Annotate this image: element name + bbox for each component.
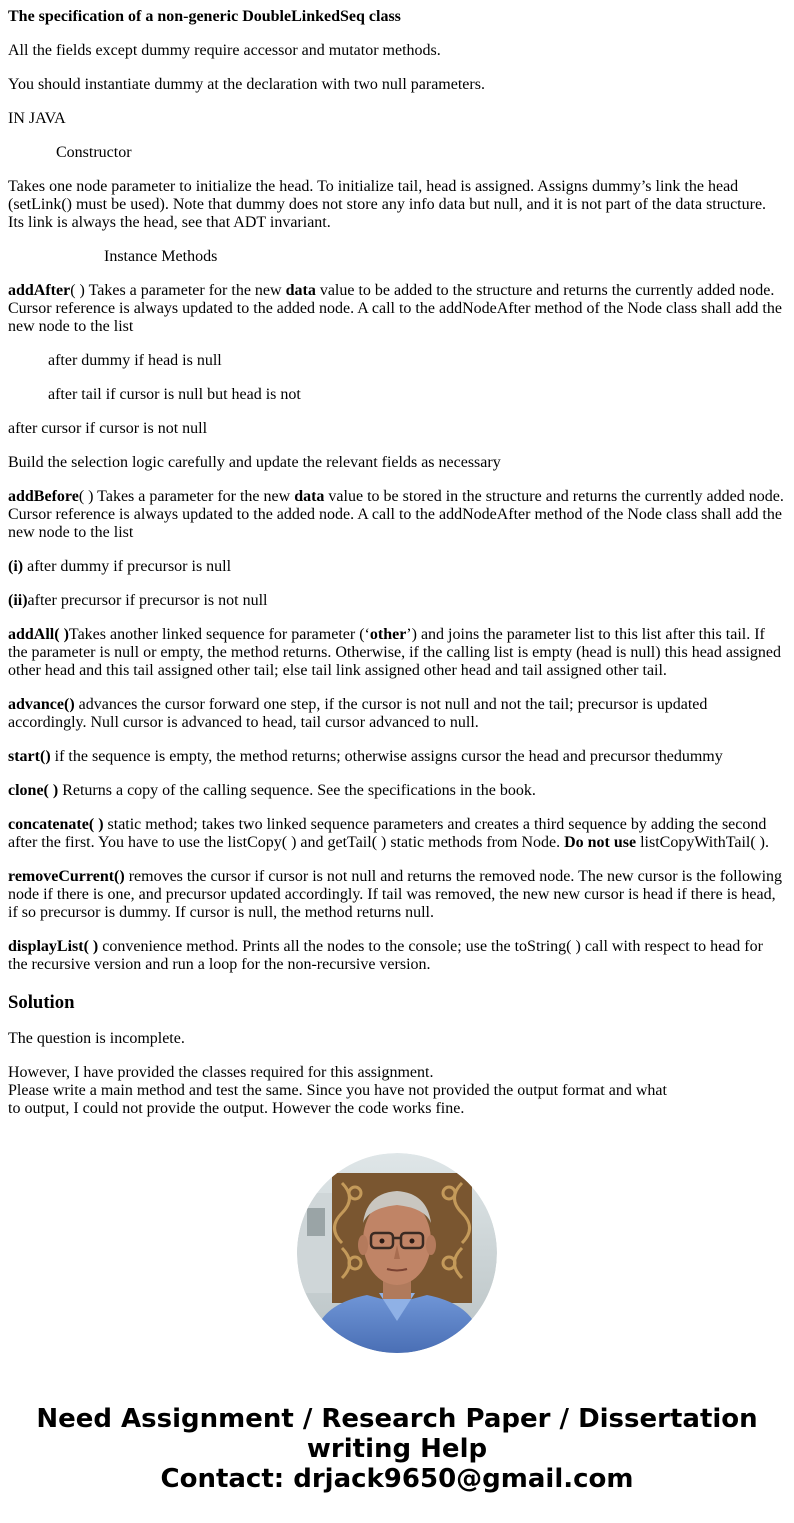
clone-description: clone( ) Returns a copy of the calling sequence. See the specifications in the book. — [8, 782, 536, 799]
displaylist-name: displayList( ) — [8, 938, 99, 955]
addbefore-name: addBefore — [8, 488, 79, 505]
concatenate-name: concatenate( ) — [8, 816, 104, 833]
addbefore-description: addBefore( ) Takes a parameter for the new data value to be stored in the structure and returns the currently added node. Cursor reference is always updated to the added node. A call to the addNodeAfter method of the Node class shall add the new node to the list — [8, 488, 784, 541]
advance-description: advance() advances the cursor forward one step, if the cursor is not null and not the tail; precursor is updated accordingly. Null cursor is advanced to head, tail cursor advanced to null. — [8, 696, 708, 731]
addall-name: addAll( ) — [8, 626, 69, 643]
promo-line-2: writing Help — [306, 1434, 488, 1464]
displaylist-description: displayList( ) convenience method. Prints all the nodes to the console; use the toString( ) call with respect to head for the recursive version and run a loop for the non-recursive version. — [8, 938, 763, 973]
paragraph-fields: All the fields except dummy require accessor and mutator methods. — [8, 42, 441, 59]
concatenate-description: concatenate( ) static method; takes two linked sequence parameters and creates a third sequence by adding the second after the first. You have to use the listCopy( ) and getTail( ) static methods from Node. Do not use listCopyWithTail( ). — [8, 816, 769, 851]
paragraph-language: IN JAVA — [8, 110, 66, 127]
promo-footer — [0, 1404, 794, 1494]
start-name: start() — [8, 748, 51, 765]
solution-details: However, I have provided the classes required for this assignment. Please write a main method and test the same. Since you have not provided the output format and what to output, I could not provide the output. However the code works fine. — [8, 1064, 667, 1117]
addafter-case-3: after cursor if cursor is not null — [8, 420, 208, 437]
paragraph-dummy: You should instantiate dummy at the declaration with two null parameters. — [8, 76, 485, 93]
clone-name: clone( ) — [8, 782, 59, 799]
addafter-note: Build the selection logic carefully and update the relevant fields as necessary — [8, 454, 501, 471]
addafter-case-2: after tail if cursor is null but head is not — [48, 386, 301, 403]
question-title: The specification of a non-generic DoubleLinkedSeq class — [8, 8, 401, 25]
solution-heading: Solution — [8, 992, 75, 1013]
constructor-heading: Constructor — [56, 144, 132, 161]
advance-name: advance() — [8, 696, 75, 713]
author-avatar — [297, 1153, 497, 1353]
document-content — [8, 0, 786, 1134]
addafter-name: addAfter — [8, 282, 71, 299]
addbefore-case-2: (ii)after precursor if precursor is not null — [8, 592, 268, 609]
removecurrent-name: removeCurrent() — [8, 868, 125, 885]
start-description: start() if the sequence is empty, the method returns; otherwise assigns cursor the head and precursor thedummy — [8, 748, 723, 765]
addafter-description: addAfter( ) Takes a parameter for the new data value to be added to the structure and returns the currently added node. Cursor reference is always updated to the added node. A call to the addNodeAfter method of the Node class shall add the new node to the list — [8, 282, 782, 335]
addall-description: addAll( )Takes another linked sequence for parameter (‘other’) and joins the parameter list to this list after this tail. If the parameter is null or empty, the method returns. Otherwise, if the calling list is empty (head is null) this head assigned other head and this tail assigned other tail; else tail link assigned other head and tail assigned other tail. — [8, 626, 781, 679]
removecurrent-description: removeCurrent() removes the cursor if cursor is not null and returns the removed node. The new cursor is the following node if there is one, and precursor updated accordingly. If tail was removed, the new new cursor is head if there is head, if so precursor is dummy. If cursor is null, the method returns null. — [8, 868, 783, 921]
promo-contact: Contact: drjack9650@gmail.com — [160, 1464, 634, 1494]
promo-line-1: Need Assignment / Research Paper / Dissertation — [36, 1404, 758, 1434]
constructor-description: Takes one node parameter to initialize the head. To initialize tail, head is assigned. Assigns dummy’s link the head (setLink() must be used). Note that dummy does not store any info data but null, and it is not part of the data structure. Its link is always the head, see that ADT invariant. — [8, 178, 767, 231]
addbefore-case-1: (i) after dummy if precursor is null — [8, 558, 232, 575]
addafter-case-1: after dummy if head is null — [48, 352, 222, 369]
solution-incomplete: The question is incomplete. — [8, 1030, 185, 1047]
instance-methods-heading: Instance Methods — [104, 248, 218, 265]
